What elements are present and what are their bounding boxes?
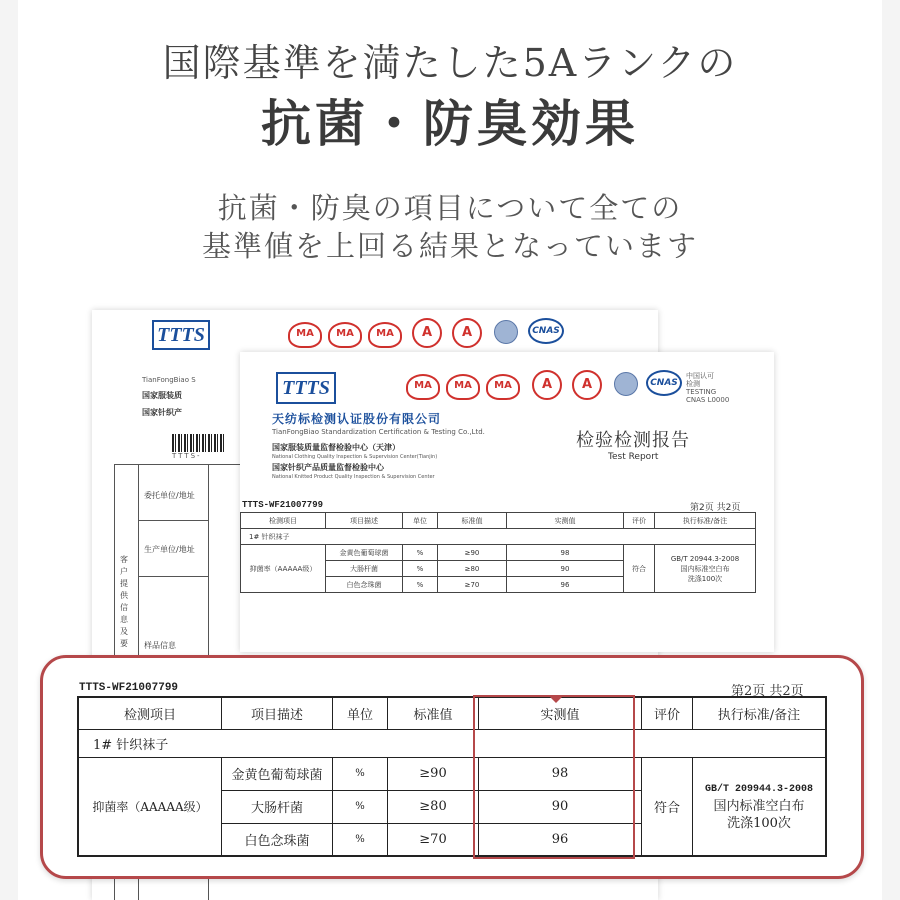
col-header-evaluation: 评价 (642, 697, 693, 729)
unit-cell: % (403, 561, 438, 577)
center2-en: National Knitted Product Quality Inspection & Supervision Center (272, 474, 435, 480)
desc-cell: 金黄色葡萄球菌 (222, 757, 333, 790)
ma-stamp: MA (406, 374, 440, 400)
unit-cell: % (333, 757, 388, 790)
a-stamp: A (452, 318, 482, 348)
report-subtitle: Test Report (608, 452, 659, 462)
remark-cell (693, 757, 827, 856)
subtitle-line1: 抗菌・防臭の項目について全ての (217, 191, 683, 225)
col-header: 检测项目 (241, 513, 326, 529)
mini-results-table (240, 512, 756, 593)
rule (138, 576, 208, 577)
globe-icon (494, 320, 518, 344)
unit-cell: % (333, 790, 388, 823)
globe-icon (614, 372, 638, 396)
a-stamp: A (412, 318, 442, 348)
page-number-zoom: 第2页 共2页 (731, 684, 804, 699)
a-stamp: A (572, 370, 602, 400)
center1-cut: 国家服装质 (142, 391, 182, 400)
sample-row: 1# 针织袜子 (241, 529, 756, 545)
sample-row: 1# 针织袜子 (78, 729, 826, 757)
zoom-callout (40, 655, 864, 879)
cnas-note: TESTING (686, 388, 717, 396)
rule (138, 520, 208, 521)
col-header-standard: 标准值 (388, 697, 479, 729)
barcode-text: TTTS- (172, 452, 202, 460)
cnas-logo: CNAS (646, 370, 682, 396)
standard-cell: ≥70 (388, 823, 479, 856)
report-title: 检验检测报告 (576, 430, 690, 451)
col-header: 项目描述 (326, 513, 403, 529)
highlight-marker (550, 697, 562, 703)
vertical-label: 客户提供信息及要 (120, 555, 128, 648)
center2: 国家针织产品质量监督检验中心 (272, 463, 384, 472)
col-header: 执行标准/备注 (655, 513, 756, 529)
company-name: 天纺标检测认证股份有限公司 (272, 412, 442, 426)
evaluation-cell: 符合 (642, 757, 693, 856)
measured-cell: 90 (479, 790, 642, 823)
center2-cut: 国家针织产 (142, 408, 182, 417)
desc-cell: 大肠杆菌 (326, 561, 403, 577)
report-number: TTTS-WF21007799 (242, 500, 324, 510)
side-label: 样品信息 (144, 641, 176, 650)
item-cell: 抑菌率（AAAAA级） (78, 757, 222, 856)
remark-line: GB/T 20944.3-2008 (670, 554, 740, 563)
col-header-measured: 实测值 (479, 697, 642, 729)
standard-cell: ≥80 (438, 561, 507, 577)
center1: 国家服装质量监督检验中心（天津） (272, 443, 400, 452)
unit-cell: % (403, 545, 438, 561)
page-number: 第2页 共2页 (690, 503, 741, 513)
remark-cell (655, 545, 756, 593)
cnas-note: 中国认可 (686, 372, 714, 380)
remark-line: GB/T 209944.3-2008 (704, 783, 814, 795)
remark-line: 洗涤100次 (727, 815, 791, 831)
col-header: 标准值 (438, 513, 507, 529)
standard-cell: ≥80 (388, 790, 479, 823)
standard-cell: ≥90 (388, 757, 479, 790)
measured-cell: 96 (507, 577, 624, 593)
cnas-note: 检测 (686, 380, 700, 388)
col-header: 单位 (403, 513, 438, 529)
front-report-page (240, 352, 774, 652)
headline-line1: 国際基準を満たした5Aランクの (162, 41, 738, 85)
unit-cell: % (333, 823, 388, 856)
report-number-zoom: TTTS-WF21007799 (79, 682, 179, 694)
center1-en: National Clothing Quality Inspection & Supervision Center(Tianjin) (272, 454, 438, 460)
col-header-remarks: 执行标准/备注 (693, 697, 827, 729)
ma-stamp: MA (486, 374, 520, 400)
ttts-logo: TTTS (276, 372, 336, 404)
results-table (77, 696, 827, 857)
measured-cell: 98 (479, 757, 642, 790)
ma-stamp: MA (446, 374, 480, 400)
ma-stamp: MA (368, 322, 402, 348)
measured-cell: 90 (507, 561, 624, 577)
col-header-unit: 单位 (333, 697, 388, 729)
ttts-logo: TTTS (152, 320, 210, 350)
company-name-en: TianFongBiao Standardization Certification & Testing Co.,Ltd. (272, 428, 485, 436)
a-stamp: A (532, 370, 562, 400)
headline-line2: 抗菌・防臭効果 (261, 94, 639, 153)
subtitle-line2: 基準値を上回る結果となっています (201, 229, 698, 263)
evaluation-cell: 符合 (624, 545, 655, 593)
col-header: 实测值 (507, 513, 624, 529)
col-header-description: 项目描述 (222, 697, 333, 729)
cnas-note: CNAS L0000 (686, 396, 730, 404)
desc-cell: 金黄色葡萄球菌 (326, 545, 403, 561)
desc-cell: 白色念珠菌 (326, 577, 403, 593)
side-label: 委托单位/地址 (144, 491, 195, 500)
col-header: 评价 (624, 513, 655, 529)
side-label: 生产单位/地址 (144, 545, 195, 554)
unit-cell: % (403, 577, 438, 593)
desc-cell: 白色念珠菌 (222, 823, 333, 856)
standard-cell: ≥70 (438, 577, 507, 593)
measured-cell: 96 (479, 823, 642, 856)
desc-cell: 大肠杆菌 (222, 790, 333, 823)
barcode (172, 434, 224, 452)
measured-cell: 98 (507, 545, 624, 561)
measured-column-highlight (473, 695, 635, 859)
company-en-cut: TianFongBiao S (142, 376, 196, 384)
ma-stamp: MA (288, 322, 322, 348)
standard-cell: ≥90 (438, 545, 507, 561)
cnas-logo: CNAS (528, 318, 564, 344)
col-header-test-item: 检测项目 (78, 697, 222, 729)
item-cell: 抑菌率（AAAAA级） (241, 545, 326, 593)
remark-line: 国内标准空白布 (713, 798, 805, 814)
remark-line: 国内标准空白布 (680, 564, 730, 573)
remark-line: 洗涤100次 (687, 574, 723, 583)
ma-stamp: MA (328, 322, 362, 348)
